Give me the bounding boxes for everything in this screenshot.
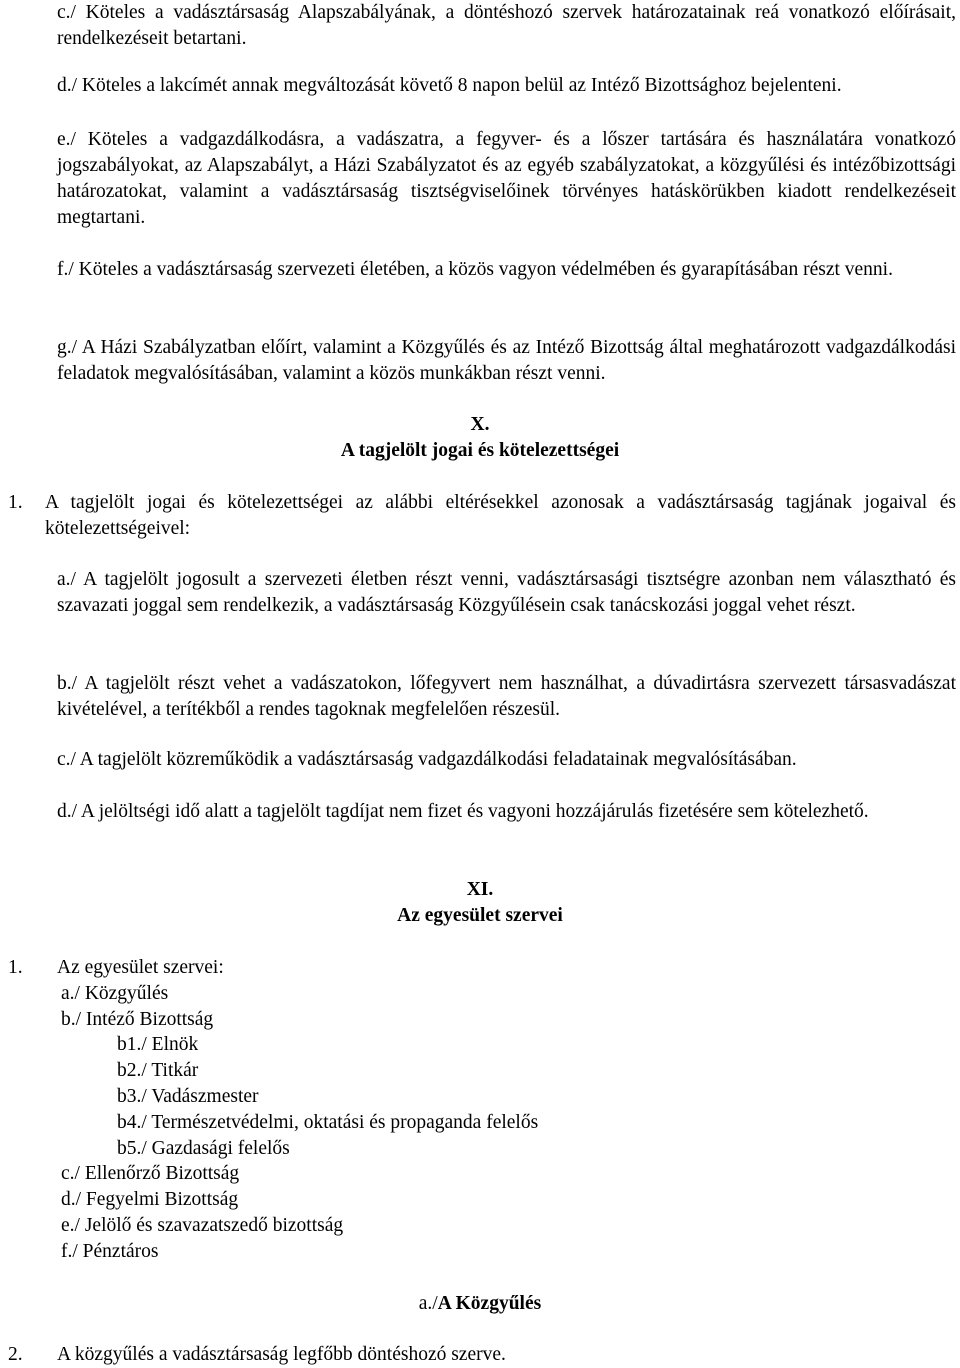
- subheading-kozgyules: [0, 1291, 960, 1317]
- list-number: 2.: [8, 1344, 23, 1365]
- paragraph-g: g./ A Házi Szabályzatban előírt, valamint a Közgyűlés és az Intéző Bizottság által meghatározott vadgazdálkodási feladatok megvalósításában, valamint a közös munkákban részt venni.: [57, 337, 956, 384]
- section-xi-title: Az egyesület szervei: [397, 905, 563, 926]
- tagjelolt-paragraph-c: c./ A tagjelölt közreműködik a vadásztársaság vadgazdálkodási feladatainak megvalósításában.: [57, 749, 797, 770]
- section-x-title: A tagjelölt jogai és kötelezettségei: [340, 440, 620, 461]
- organ-subitem: b5./ Gazdasági felelős: [117, 1138, 290, 1159]
- organ-subitem: b1./ Elnök: [117, 1034, 199, 1055]
- list-item-text: Az egyesület szervei:: [57, 957, 224, 978]
- list-number: 1.: [8, 492, 23, 513]
- tagjelolt-paragraph-a: a./ A tagjelölt jogosult a szervezeti életben részt venni, vadásztársasági tisztségre azonban nem választható és szavazati joggal sem rendelkezik, a vadásztársaság Közgyűlésein csak tanácskozási joggal vehet részt.: [57, 569, 956, 616]
- section-xi-item-2: [0, 1342, 960, 1368]
- organ-item: a./ Közgyűlés: [61, 983, 169, 1004]
- paragraph-c: c./ Köteles a vadásztársaság Alapszabályának, a döntéshozó szervek határozatainak reá vonatkozó előírásait, rendelkezéseit betartani.: [57, 2, 956, 49]
- section-xi-item-1: [0, 955, 960, 981]
- tagjelolt-paragraph-b: b./ A tagjelölt részt vehet a vadászatokon, lőfegyvert nem használhat, a dúvadirtásra szervezett társasvadászat kivételével, a terítékből a rendes tagoknak megfelelően részesül.: [57, 673, 956, 720]
- paragraph-d: d./ Köteles a lakcímét annak megváltozását követő 8 napon belül az Intéző Bizottsághoz bejelenteni.: [57, 75, 842, 96]
- tagjelolt-paragraph-d: d./ A jelöltségi idő alatt a tagjelölt tagdíjat nem fizet és vagyoni hozzájárulás fizetésére sem kötelezhető.: [57, 801, 869, 822]
- subheading-prefix: a./: [418, 1293, 438, 1314]
- subheading-title: A Közgyűlés: [437, 1293, 542, 1314]
- organ-item: e./ Jelölő és szavazatszedő bizottság: [61, 1215, 344, 1236]
- paragraph-f: f./ Köteles a vadásztársaság szervezeti életében, a közös vagyon védelmében és gyarapításában részt venni.: [57, 259, 893, 280]
- section-xi-number: XI.: [466, 879, 494, 900]
- organ-item: c./ Ellenőrző Bizottság: [61, 1163, 240, 1184]
- organ-item: b./ Intéző Bizottság: [61, 1009, 214, 1030]
- list-item-text: A tagjelölt jogai és kötelezettségei az alábbi eltérésekkel azonosak a vadásztársaság tagjának jogaival és kötelezettségeivel:: [45, 492, 956, 539]
- list-number: 1.: [8, 957, 23, 978]
- organ-subitem: b3./ Vadászmester: [117, 1086, 259, 1107]
- organ-subitem: b4./ Természetvédelmi, oktatási és propaganda felelős: [117, 1112, 539, 1133]
- organ-item: f./ Pénztáros: [61, 1241, 159, 1262]
- organ-item: d./ Fegyelmi Bizottság: [61, 1189, 239, 1210]
- organ-subitem: b2./ Titkár: [117, 1060, 199, 1081]
- section-x-number: X.: [470, 414, 490, 435]
- paragraph-e: e./ Köteles a vadgazdálkodásra, a vadászatra, a fegyver- és a lőszer tartására és használatára vonatkozó jogszabályokat, az Alapszabályt, a Házi Szabályzatot és az egyéb szabályzatokat, a közgyűlési és intézőbizottsági határozatokat, valamint a vadásztársaság tisztségviselőinek törvényes hatáskörükben kiadott rendelkezéseit megtartani.: [57, 129, 956, 228]
- section-x-item-1: [0, 490, 960, 546]
- list-item-text: A közgyűlés a vadásztársaság legfőbb döntéshozó szerve.: [57, 1344, 506, 1365]
